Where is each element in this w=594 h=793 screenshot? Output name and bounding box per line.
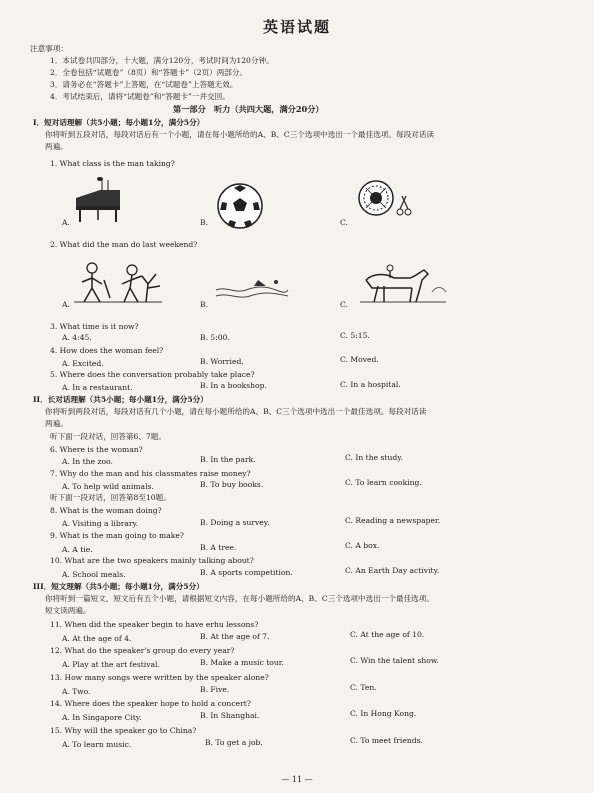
section-1-heading: I．短对话理解（共5小题；每小题1分，满分5分） [33,118,205,127]
paper-cutting-icon [356,178,414,224]
option-c: C. [340,300,348,309]
question-stem: 13. How many songs were written by the speaker alone? [50,673,269,682]
listening-lead: 听下面一段对话，回答第6、7题。 [50,432,166,441]
option-a: A. To help wild animals. [62,482,154,491]
option-c: C. At the age of 10. [350,630,425,639]
option-c: C. In the study. [345,453,403,462]
horse-riding-icon [354,262,450,304]
option-a: A. To learn music. [62,740,132,749]
question-stem: 9. What is the man going to make? [50,531,184,540]
option-a: A. In the zoo. [62,457,113,466]
option-a: A. Excited. [62,359,104,368]
option-c: C. Ten. [350,683,377,692]
option-c: C. An Earth Day activity. [345,566,440,575]
question-stem: 10. What are the two speakers mainly talking about? [50,556,254,565]
option-b: B. In a bookshop. [200,381,267,390]
option-a: A. In a restaurant. [62,383,133,392]
option-b: B. Doing a survey. [200,518,270,527]
option-c: C. 5:15. [340,331,370,340]
question-stem: 7. Why do the man and his classmates raise money? [50,469,251,478]
option-c: C. To learn cooking. [345,478,422,487]
option-a: A. A tie. [62,545,93,554]
option-b: B. To get a job. [205,738,263,747]
option-c: C. In Hong Kong. [350,709,417,718]
section-1-intro: 两遍。 [45,142,68,151]
option-a: A. In Singapore City. [62,713,142,722]
question-stem: 1. What class is the man taking? [50,159,175,168]
option-c: C. Win the talent show. [350,656,439,665]
question-stem: 5. Where does the conversation probably take place? [50,370,255,379]
option-a: A. Visiting a library. [62,519,139,528]
section-3-heading: III．短文理解（共5小题；每小题1分，满分5分） [33,582,204,591]
question-stem: 4. How does the woman feel? [50,346,164,355]
option-c: C. In a hospital. [340,380,401,389]
page-title: 英语试题 [262,18,331,36]
option-a: A. 4:45. [62,333,92,342]
option-b: B. To buy books. [200,480,264,489]
question-stem: 14. Where does the speaker hope to hold a concert? [50,699,251,708]
notice-item: 4．考试结束后，请将“试题卷”和“答题卡”一并交回。 [50,92,230,101]
notice-heading: 注意事项： [30,44,68,53]
option-c: C. A box. [345,541,380,550]
option-a: A. Two. [62,687,91,696]
option-b: B. In the park. [200,455,256,464]
sea-shore-icon [214,276,290,302]
option-b: B. A tree. [200,543,237,552]
option-a: A. [62,300,70,309]
option-b: B. [200,218,208,227]
question-stem: 3. What time is it now? [50,322,139,331]
section-2-intro: 你将听到两段对话，每段对话有几个小题，请在每小题所给的A、B、C三个选项中选出一个最佳选项。每段对话读 [45,407,427,416]
option-c: C. Moved. [340,355,379,364]
option-b: B. In Shanghai. [200,711,260,720]
section-3-intro: 短文读两遍。 [45,606,91,615]
planting-trees-icon [70,258,166,304]
section-1-intro: 你将听到五段对话，每段对话后有一个小题，请在每小题所给的A、B、C三个选项中选出一个最佳选项。每段对话读 [45,130,434,139]
option-b: B. Worried. [200,357,244,366]
notice-item: 1．本试卷共四部分，十大题，满分120分，考试时间为120分钟。 [50,56,274,65]
question-stem: 8. What is the woman doing? [50,506,162,515]
option-b: B. A sports competition. [200,568,293,577]
question-stem: 2. What did the man do last weekend? [50,240,198,249]
piano-icon [72,176,126,224]
question-stem: 6. Where is the woman? [50,445,143,454]
option-a: A. Play at the art festival. [62,660,160,669]
page-number: — 11 — [281,775,313,784]
option-b: B. Make a music tour. [200,658,284,667]
listening-lead: 听下面一段对话，回答第8至10题。 [50,493,171,502]
section-2-intro: 两遍。 [45,419,68,428]
option-b: B. [200,300,208,309]
question-stem: 15. Why will the speaker go to China? [50,726,197,735]
soccer-ball-icon [216,182,264,230]
section-3-intro: 你将听到一篇短文，短文后有五个小题，请根据短文内容，在每小题所给的A、B、C三个选项中选出一个最佳选项。 [45,594,434,603]
notice-item: 2．全卷包括“试题卷”（8页）和“答题卡”（2页）两部分。 [50,68,248,77]
notice-item: 3．请务必在“答题卡”上答题，在“试题卷”上答题无效。 [50,80,238,89]
option-c: C. [340,218,348,227]
option-b: B. At the age of 7. [200,632,270,641]
part-one-heading: 第一部分 听力（共四大题，满分20分） [173,104,324,114]
option-b: B. Five. [200,685,230,694]
section-2-heading: II．长对话理解（共5小题；每小题1分，满分5分） [33,395,208,404]
question-stem: 11. When did the speaker begin to have erhu lessons? [50,620,259,629]
option-a: A. School meals. [62,570,126,579]
option-a: A. [62,218,70,227]
question-stem: 12. What do the speaker's group do every year? [50,646,235,655]
option-c: C. Reading a newspaper. [345,516,441,525]
option-b: B. 5:00. [200,333,230,342]
option-a: A. At the age of 4. [62,634,132,643]
option-c: C. To meet friends. [350,736,423,745]
